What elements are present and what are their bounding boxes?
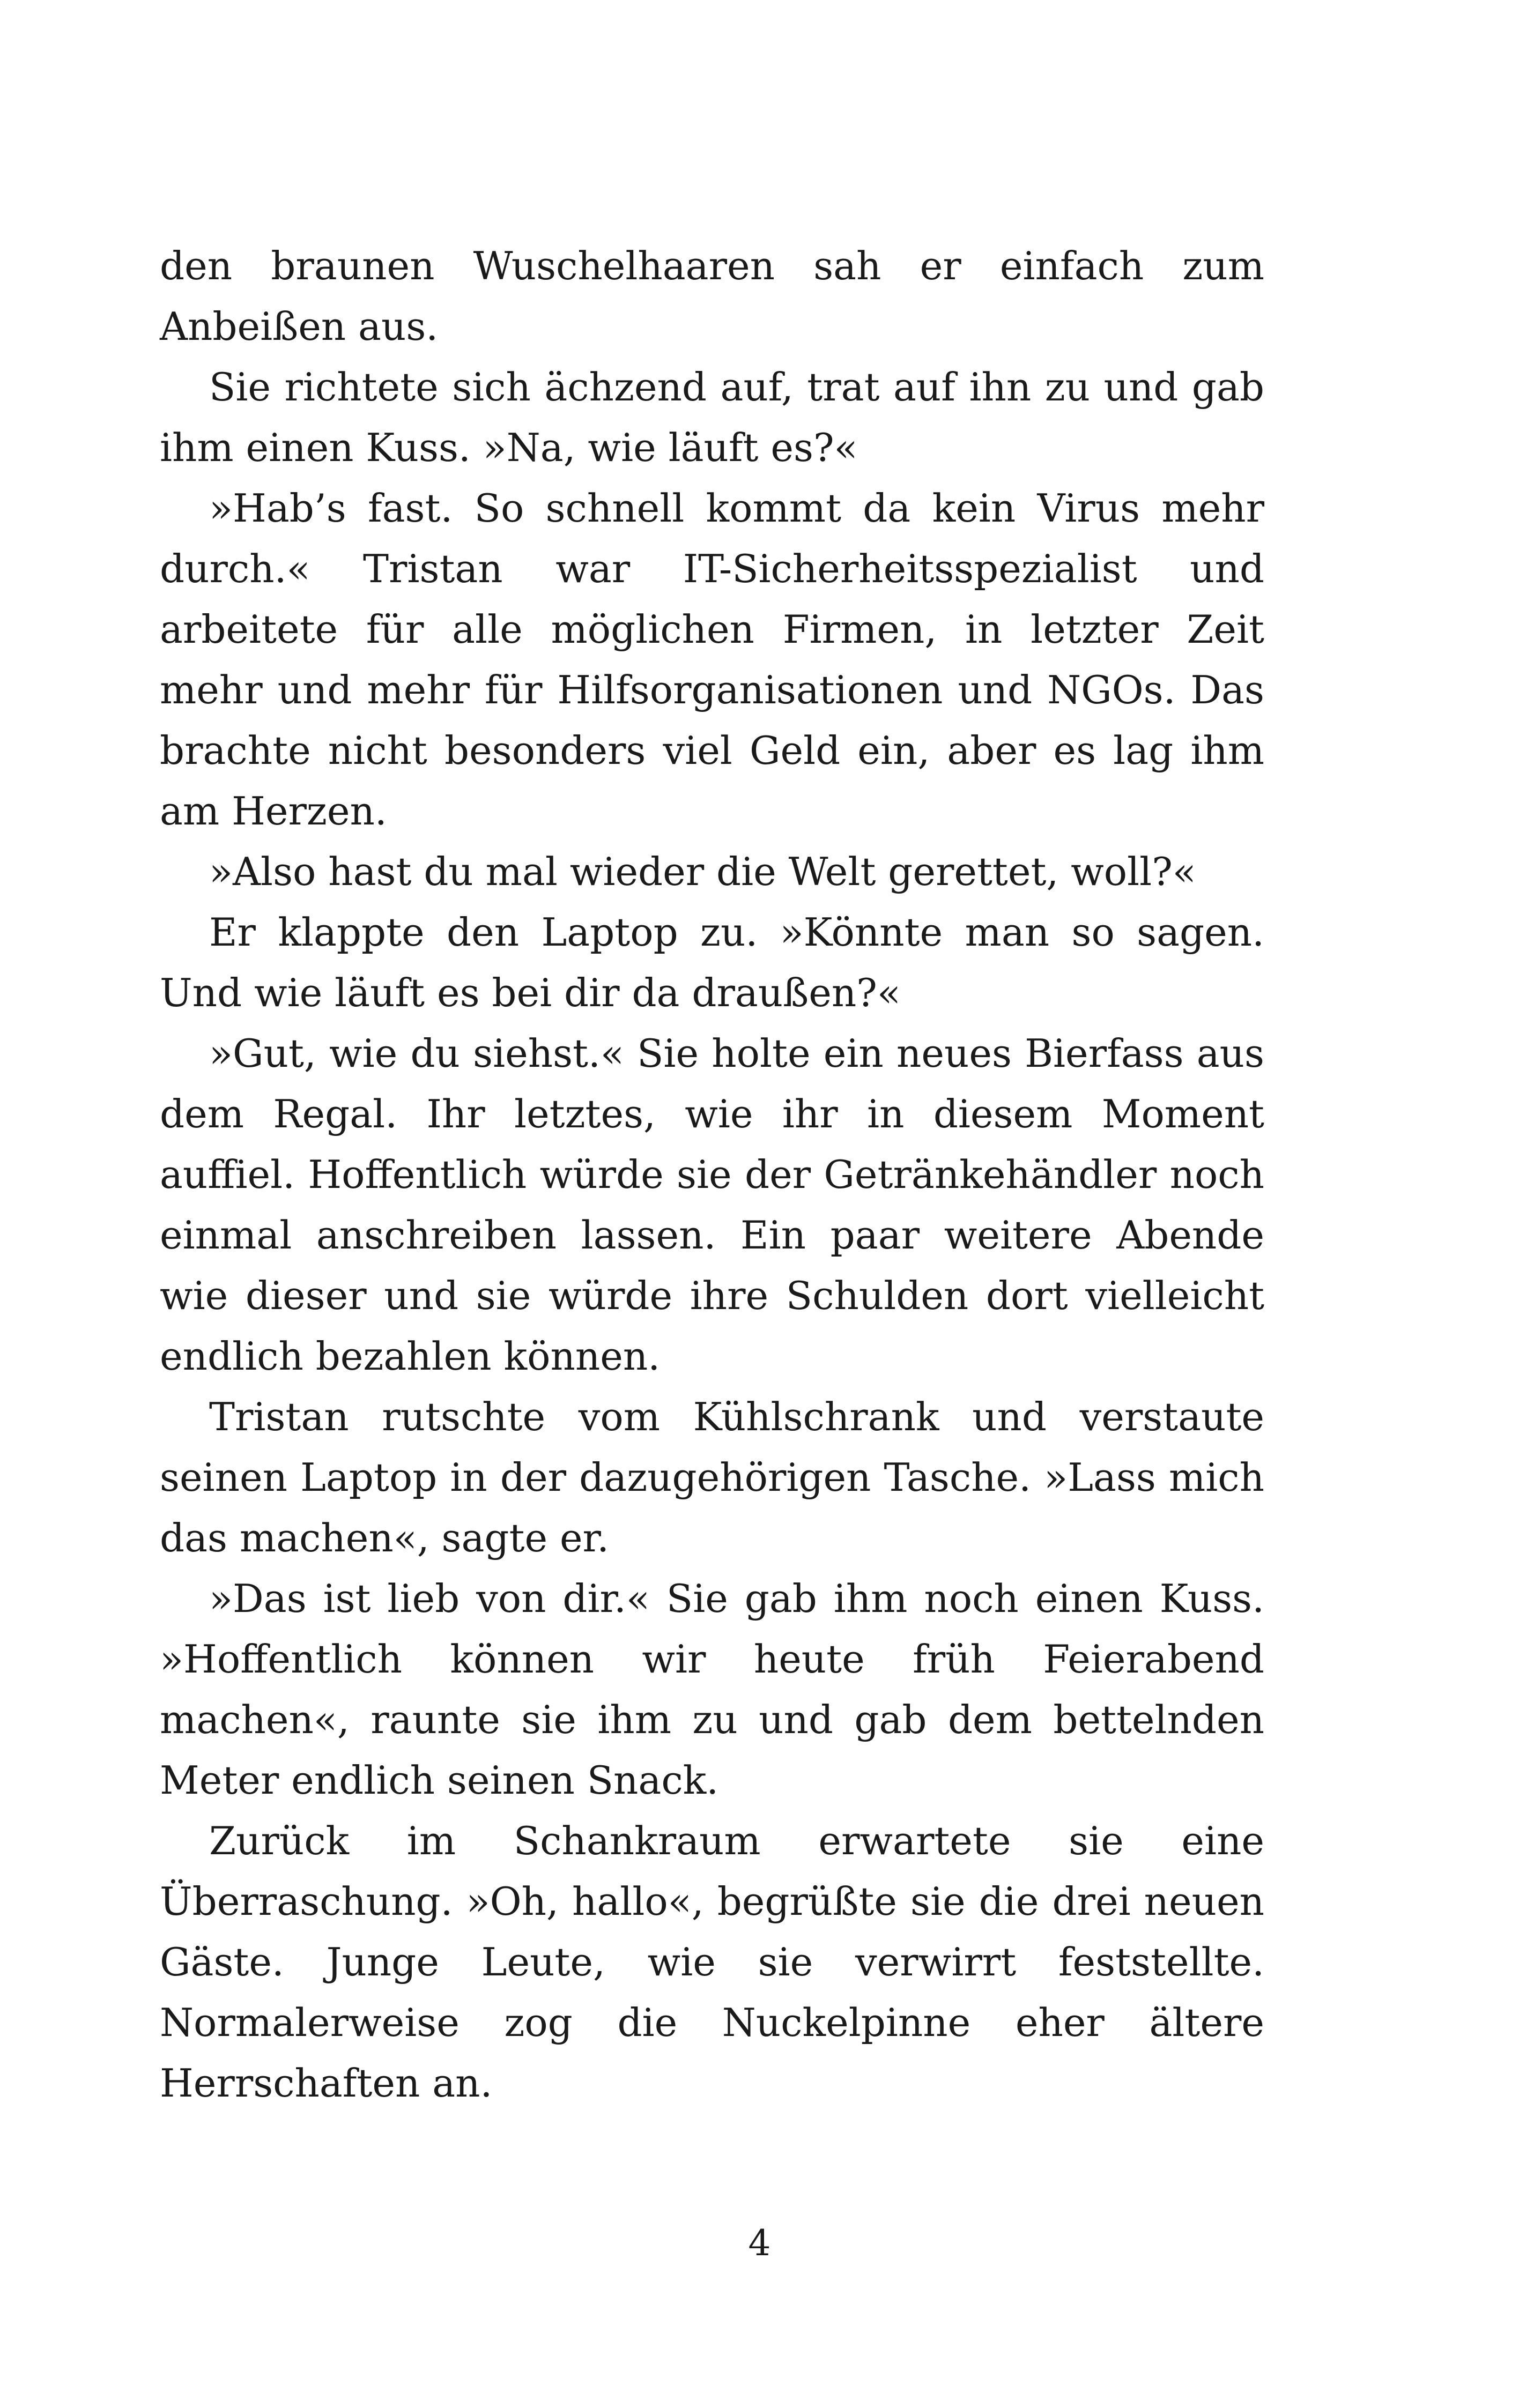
paragraph-6: »Gut, wie du siehst.« Sie holte ein neues Bierfass aus dem Regal. Ihr letztes, wie ihr in diesem Moment auffiel. Hoffentlich würde sie der Getränkehändler noch einmal anschreiben lassen. Ein paar weitere Abende wie dieser und sie würde ihre Schulden dort vielleicht endlich bezahlen können.: [160, 1031, 1264, 1379]
paragraph-5: Er klappte den Laptop zu. »Könnte man so sagen. Und wie läuft es bei dir da draußen?«: [160, 910, 1264, 1015]
paragraph-1: den braunen Wuschelhaaren sah er einfach zum Anbeißen aus.: [160, 243, 1264, 349]
page-number: 4: [748, 2223, 771, 2264]
paragraph-2: Sie richtete sich ächzend auf, trat auf ihn zu und gab ihm einen Kuss. »Na, wie läuft es?«: [160, 365, 1264, 470]
paragraph-9: Zurück im Schankraum erwartete sie eine Überraschung. »Oh, hallo«, begrüßte sie die drei neuen Gäste. Junge Leute, wie sie verwirrt feststellte. Normalerweise zog die Nuckelpinne eher ältere Herrschaften an.: [160, 1818, 1264, 2106]
paragraph-8: »Das ist lieb von dir.« Sie gab ihm noch einen Kuss. »Hoffentlich können wir heute früh Feierabend machen«, raunte sie ihm zu und gab dem bettelnden Meter endlich seinen Snack.: [160, 1576, 1264, 1803]
paragraph-7: Tristan rutschte vom Kühlschrank und verstaute seinen Laptop in der dazugehörigen Tasche. »Lass mich das machen«, sagte er.: [160, 1394, 1264, 1560]
paragraph-4: »Also hast du mal wieder die Welt gerettet, woll?«: [209, 849, 1196, 894]
body-text: [160, 236, 1264, 2114]
paragraph-3: »Hab’s fast. So schnell kommt da kein Virus mehr durch.« Tristan war IT-Sicherheitsspezialist und arbeitete für alle möglichen Firmen, in letzter Zeit mehr und mehr für Hilfsorganisationen und NGOs. Das brachte nicht besonders viel Geld ein, aber es lag ihm am Herzen.: [160, 486, 1264, 834]
